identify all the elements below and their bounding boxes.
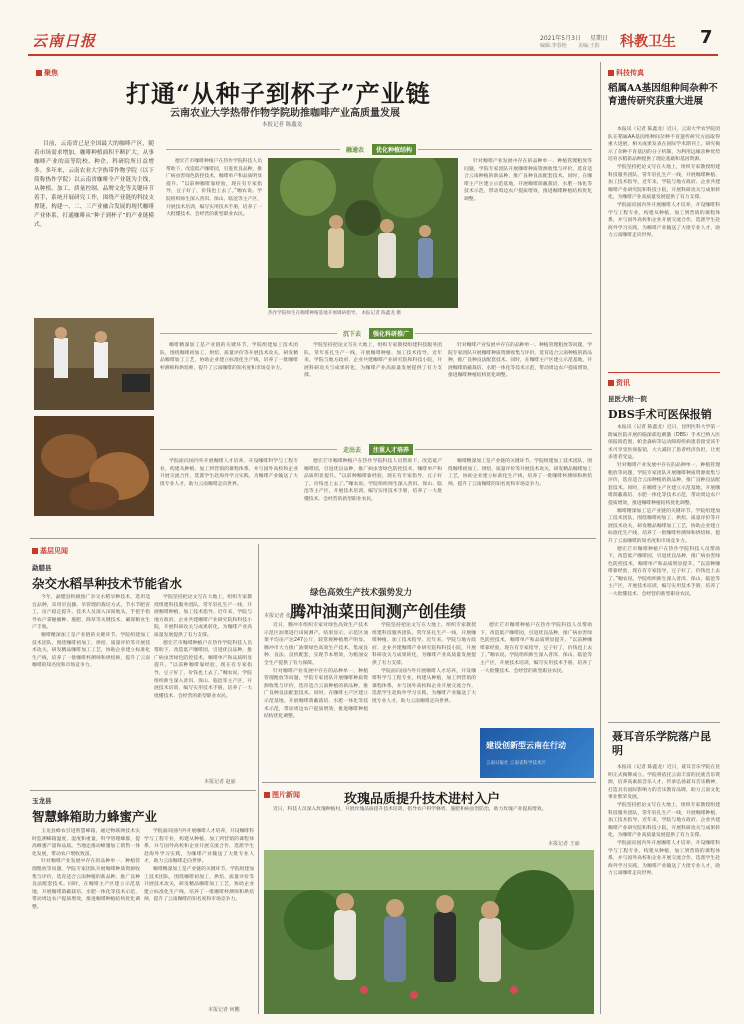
article1-body-a: 今年，勐腊县积极推广杂交水稻旱种技术，选用适宜品种，采用旱直播、旱管理的栽培方式，节水节肥省工，亩产稳定提升。技术人员深入田间地头，手把手指导农户掌握播种、施肥、除草等关键技术，确保粮食生产丰收。 咖啡精深加工是产业链的关键环节。学院组建加工技术团队，围绕咖啡初加工、烘焙、质量评价等开展技术攻关，研发精品咖啡加工工艺，协助企业建立标准化生产线，培养了一批咖啡杯测师和烘焙师，提升了云南咖啡的知名度和市场竞争力。: [32, 595, 150, 669]
right-headline-3: 聂耳音乐学院落户昆明: [612, 730, 711, 757]
right-column-divider: [600, 62, 601, 1014]
rose-farm-photo: [264, 850, 594, 1014]
lead-subhead: 云南农业大学热带作物学院助推咖啡产业高质量发展: [170, 108, 400, 119]
article4-body: 近日，科技人员深入玫瑰种植村，开展玫瑰品质提升技术培训，指导农户科学修剪、施肥和病虫害防治，助力玫瑰产业提质增效。: [273, 807, 547, 812]
article3-headline: 腾冲油菜田间测产创佳绩: [290, 602, 467, 621]
lead-column-1: 德宏芒市咖啡种植户在热作学院科技人员帮助下，改造低产咖啡园，引进优良品种，推广病虫害绿色防控技术，咖啡单产和品质明显提升。“以前种咖啡靠经验，现在有专家指导，豆子好了，价钱也上去了。”咖农说。学院组织师生深入普洱、保山、临沧等主产区，开展技术培训，编写实用技术手册，培养了一大批懂技术、会经营的新型职业农民。: [166, 159, 262, 218]
article1-headline: 杂交水稻旱种技术节能省水: [32, 576, 183, 591]
section-bar-1: 融通农 优化种植结构: [166, 144, 592, 154]
page-number: 7: [700, 27, 713, 48]
right-headline-1: 稻属AA基因组种间杂种不育遗传研究获重大进展: [608, 83, 718, 107]
photo-illustration-2: [34, 318, 154, 410]
section-bar-3: 走出去 注重人才培养: [160, 444, 592, 454]
lead-headline: 打通“从种子到杯子”产业链: [126, 79, 431, 108]
article1-byline: 本报记者 赵丽: [204, 779, 236, 785]
kicker-marker-icon: [32, 548, 38, 554]
kicker-marker-icon: [608, 70, 614, 76]
lead-column-4: 学院坚持把论文写在大地上，组织专家教授组建科技服务团队，常年驻扎生产一线，开展咖啡种植、加工技术指导。近年来，学院与地方政府、企业共建咖啡产业研究院和科技小院，开展科研攻关与成果转化，为咖啡产业高质量发展提供了有力支撑。: [304, 343, 442, 379]
right-body-1: 本报讯（记者 陈鑫龙）近日，云南大学农学院团队在稻属AA基因组种间杂种不育遗传研究方面取得重大进展，相关成果发表在国际学术期刊上。研究揭示了杂种不育基因的分子机制，为利用远缘杂种优势培育水稻新品种提供了理论基础和基因资源。 学院坚持把论文写在大地上，组织专家教授组建科技服务团队，常年驻扎生产一线，开展咖啡种植、加工技术指导。近年来，学院与地方政府、企业共建咖啡产业研究院和科技小院，开展科研攻关与成果转化，为咖啡产业高质量发展提供了有力支撑。 学院面向国内外开展咖啡人才培养，开设咖啡科学与工程专业，构建从种植、加工到营销的课程体系，并与国外高校和企业开展交流合作，选派学生赴海外学习实践，为咖啡产业输送了大批专业人才，助力云南咖啡走向世界。: [608, 127, 720, 239]
ad-banner: [480, 728, 594, 778]
newspaper-logo: 云南日报: [32, 32, 97, 50]
article4-headline: 玫瑰品质提升技术进村入户: [344, 792, 501, 807]
right-rule-1: [608, 372, 720, 373]
lead-column-2: 针对咖啡产业发展中存在的品种单一、种植管理粗放等问题，学院专家团队开展咖啡种质资源收集与评价，选育适合云南种植的新品种，推广良种良法配套技术。同时，在咖啡主产区建立示范基地，开展咖啡荫蔽栽培、水肥一体化等技术示范，带动周边农户提质增效，推进咖啡种植结构优化调整。: [464, 159, 592, 202]
article4-kicker: 图片新闻: [264, 790, 300, 800]
right-body-3: 本报讯（记者 陈鑫龙）近日，聂耳音乐学院在昆明正式揭牌成立。学院将依托云南丰富的民族音乐资源，培养高素质音乐人才，传承弘扬聂耳音乐精神，打造具有国际影响力的音乐教育品牌，助力云南文化事业繁荣发展。 学院坚持把论文写在大地上，组织专家教授组建科技服务团队，常年驻扎生产一线，开展咖啡种植、加工技术指导。近年来，学院与地方政府、企业共建咖啡产业研究院和科技小院，开展科研攻关与成果转化，为咖啡产业高质量发展提供了有力支撑。 学院面向国内外开展咖啡人才培养，开设咖啡科学与工程专业，构建从种植、加工到营销的课程体系，并与国外高校和企业开展交流合作，选派学生赴海外学习实践，为咖啡产业输送了大批专业人才，助力云南咖啡走向世界。: [608, 765, 720, 877]
article2-body-a: 玉龙县蜂农引进智慧蜂箱，通过物联网技术实时监测蜂箱温度、湿度和重量，科学管理蜂群，提高蜂蜜产量和品质。当地还推动蜂蜜加工销售一体化发展，带动农户增收致富。 针对咖啡产业发展中存在的品种单一、种植管理粗放等问题，学院专家团队开展咖啡种质资源收集与评价，选育适合云南种植的新品种，推广良种良法配套技术。同时，在咖啡主产区建立示范基地，开展咖啡荫蔽栽培、水肥一体化等技术示范，带动周边农户提质增效，推进咖啡种植结构优化调整。: [32, 829, 140, 910]
masthead: [0, 0, 744, 56]
article1-body-b: 学院坚持把论文写在大地上，组织专家教授组建科技服务团队，常年驻扎生产一线，开展咖啡种植、加工技术指导。近年来，学院与地方政府、企业共建咖啡产业研究院和科技小院，开展科研攻关与成果转化，为咖啡产业高质量发展提供了有力支撑。 德宏芒市咖啡种植户在热作学院科技人员帮助下，改造低产咖啡园，引进优良品种，推广病虫害绿色防控技术，咖啡单产和品质明显提升。“以前种咖啡靠经验，现在有专家指导，豆子好了，价钱也上去了。”咖农说。学院组织师生深入普洱、保山、临沧等主产区，开展技术培训，编写实用技术手册，培养了一大批懂技术、会经营的新型职业农民。: [154, 595, 252, 699]
photo-illustration-4: [264, 850, 594, 1014]
masthead-rule: [28, 54, 718, 56]
coffee-beans-photo: [34, 416, 154, 516]
lead-kicker: 聚焦: [36, 68, 58, 78]
right-kicker-2: 资讯: [608, 378, 630, 388]
lead-column-6: 德宏芒市咖啡种植户在热作学院科技人员帮助下，改造低产咖啡园，引进优良品种，推广病虫害绿色防控技术，咖啡单产和品质明显提升。“以前种咖啡靠经验，现在有专家指导，豆子好了，价钱也上去了。”咖农说。学院组织师生深入普洱、保山、临沧等主产区，开展技术培训，编写实用技术手册，培养了一大批懂技术、会经营的新型职业农民。: [304, 459, 442, 502]
article4-byline: 本报记者 王丽: [548, 841, 580, 847]
lower-kicker: 基层见闻: [32, 546, 68, 556]
article2-byline: 本报记者 何鹏: [208, 1007, 240, 1013]
lead-bottom-rule: [30, 538, 596, 539]
editor-credit: 编辑:李春艳: [540, 43, 567, 49]
article3-kicker: 绿色高效生产技术强势发力: [310, 588, 413, 598]
kicker-marker-icon: [608, 380, 614, 386]
issue-weekday: 星期日: [590, 35, 609, 42]
right-rule-2: [608, 722, 720, 723]
lead-byline: 本报记者 陈鑫龙: [262, 122, 303, 128]
lead-column-5: 学院面向国内外开展咖啡人才培养，开设咖啡科学与工程专业，构建从种植、加工到营销的课程体系，并与国外高校和企业开展交流合作，选派学生赴海外学习实践，为咖啡产业输送了大批专业人才，助力云南咖啡走向世界。: [160, 459, 298, 487]
lower-rule-2: [262, 782, 596, 783]
lead-column-4b: 针对咖啡产业发展中存在的品种单一、种植管理粗放等问题，学院专家团队开展咖啡种质资源收集与评价，选育适合云南种植的新品种，推广良种良法配套技术。同时，在咖啡主产区建立示范基地，开展咖啡荫蔽栽培、水肥一体化等技术示范，带动周边农户提质增效，推进咖啡种植结构优化调整。: [448, 343, 592, 379]
lower-rule-1: [30, 790, 256, 791]
photo-illustration: [268, 158, 458, 308]
article3-body-b: 学院坚持把论文写在大地上，组织专家教授组建科技服务团队，常年驻扎生产一线，开展咖啡种植、加工技术指导。近年来，学院与地方政府、企业共建咖啡产业研究院和科技小院，开展科研攻关与成果转化，为咖啡产业高质量发展提供了有力支撑。 学院面向国内外开展咖啡人才培养，开设咖啡科学与工程专业，构建从种植、加工到营销的课程体系，并与国外高校和企业开展交流合作，选派学生赴海外学习实践，为咖啡产业输送了大批专业人才，助力云南咖啡走向世界。: [372, 623, 476, 704]
ad-banner-title: 建设创新型云南在行动: [486, 740, 566, 750]
lead-column-7: 咖啡精深加工是产业链的关键环节。学院组建加工技术团队，围绕咖啡初加工、烘焙、质量评价等开展技术攻关，研发精品咖啡加工工艺，协助企业建立标准化生产线，培养了一批咖啡杯测师和烘焙师，提升了云南咖啡的知名度和市场竞争力。: [448, 459, 592, 487]
article2-region: 玉龙县: [32, 797, 52, 805]
ad-banner-sub: 云南日报社 云南省科学技术厅: [486, 761, 546, 766]
section-title: 科教卫生: [620, 34, 676, 50]
article3-body-a: 近日，腾冲市组织专家对绿色高效生产技术示范区油菜进行田间测产。结果显示，示范区油菜平均亩产达247公斤，较常规种植增产明显。腾冲市大力推广油菜绿色高效生产技术，集成良种、良法、良机配套，实现节本增效，为粮油安全生产提供了有力保障。 针对咖啡产业发展中存在的品种单一、种植管理粗放等问题，学院专家团队开展咖啡种质资源收集与评价，选育适合云南种植的新品种，推广良种良法配套技术。同时，在咖啡主产区建立示范基地，开展咖啡荫蔽栽培、水肥一体化等技术示范，带动周边农户提质增效，推进咖啡种植结构优化调整。: [264, 623, 368, 720]
lead-column-3: 咖啡精深加工是产业链的关键环节。学院组建加工技术团队，围绕咖啡初加工、烘焙、质量评价等开展技术攻关，研发精品咖啡加工工艺，协助企业建立标准化生产线，培养了一批咖啡杯测师和烘焙师，提升了云南咖啡的知名度和市场竞争力。: [160, 343, 298, 371]
right-region-2: 昆医大附一院: [608, 395, 647, 403]
article2-headline: 智慧蜂箱助力蜂蜜产业: [32, 809, 158, 824]
right-body-2: 本报讯（记者 陈鑫龙）近日，昆明医科大学第一附属医院开展的脑深部电刺激（DBS）手术已纳入医保报销范围，帕金森病等运动障碍疾病患者接受该手术可享受医保报销，大大减轻了患者经济负担，让更多患者受益。 针对咖啡产业发展中存在的品种单一、种植管理粗放等问题，学院专家团队开展咖啡种质资源收集与评价，选育适合云南种植的新品种，推广良种良法配套技术。同时，在咖啡主产区建立示范基地，开展咖啡荫蔽栽培、水肥一体化等技术示范，带动周边农户提质增效，推进咖啡种植结构优化调整。 咖啡精深加工是产业链的关键环节。学院组建加工技术团队，围绕咖啡初加工、烘焙、质量评价等开展技术攻关，研发精品咖啡加工工艺，协助企业建立标准化生产线，培养了一批咖啡杯测师和烘焙师，提升了云南咖啡的知名度和市场竞争力。 德宏芒市咖啡种植户在热作学院科技人员帮助下，改造低产咖啡园，引进优良品种，推广病虫害绿色防控技术，咖啡单产和品质明显提升。“以前种咖啡靠经验，现在有专家指导，豆子好了，价钱也上去了。”咖农说。学院组织师生深入普洱、保山、临沧等主产区，开展技术培训，编写实用技术手册，培养了一大批懂技术、会经营的新型职业农民。: [608, 425, 720, 598]
kicker-marker-icon: [36, 70, 42, 76]
designer-credit: 美编:王阳: [578, 43, 600, 49]
article3-byline: 本报记者 张云芳: [264, 613, 301, 619]
issue-date: 2021年5月3日: [540, 35, 581, 42]
photo-illustration-3: [34, 416, 154, 516]
article3-body-c: 德宏芒市咖啡种植户在热作学院科技人员帮助下，改造低产咖啡园，引进优良品种，推广病虫害绿色防控技术，咖啡单产和品质明显提升。“以前种咖啡靠经验，现在有专家指导，豆子好了，价钱也上去了。”咖农说。学院组织师生深入普洱、保山、临沧等主产区，开展技术培训，编写实用技术手册，培养了一大批懂技术、会经营的新型职业农民。: [480, 623, 592, 674]
article1-region: 勐腊县: [32, 564, 52, 572]
article2-body-b: 学院面向国内外开展咖啡人才培养，开设咖啡科学与工程专业，构建从种植、加工到营销的课程体系，并与国外高校和企业开展交流合作，选派学生赴海外学习实践，为咖啡产业输送了大批专业人才，助力云南咖啡走向世界。 咖啡精深加工是产业链的关键环节。学院组建加工技术团队，围绕咖啡初加工、烘焙、质量评价等开展技术攻关，研发精品咖啡加工工艺，协助企业建立标准化生产线，培养了一批咖啡杯测师和烘焙师，提升了云南咖啡的知名度和市场竞争力。: [144, 829, 254, 903]
section-bar-2: 沉下去 强化科研推广: [160, 328, 592, 338]
lead-intro: 目前，云南省已是全国最大的咖啡产区，随着市场需求增加，咖啡种植面积不断扩大，从事咖啡产业的高等院校、种企、科研院所日益增多。多年来，云南农业大学热带作物学院（以下简称热作学院）以云南省咖啡全产业链为主线，从种植、加工、质量控制、品牌文化等关键环节着手，系统开展研究工作，围绕产业链的科技支撑链，构建一、二、三产业融合发展的现代咖啡产业体系，打通咖啡从“种子到杯子”的产业链模式。: [34, 141, 154, 228]
right-kicker-1: 科技传真: [608, 68, 644, 78]
coffee-farm-photo: [268, 158, 458, 308]
right-headline-2: DBS手术可医保报销: [608, 408, 712, 421]
processing-photo: [34, 318, 154, 410]
kicker-marker-icon: [264, 792, 270, 798]
lower-column-divider: [258, 544, 259, 1014]
photo-caption-1: 热作学院师生在咖啡种植基地开展调研指导。 本报记者 陈鑫龙 摄: [268, 311, 402, 316]
